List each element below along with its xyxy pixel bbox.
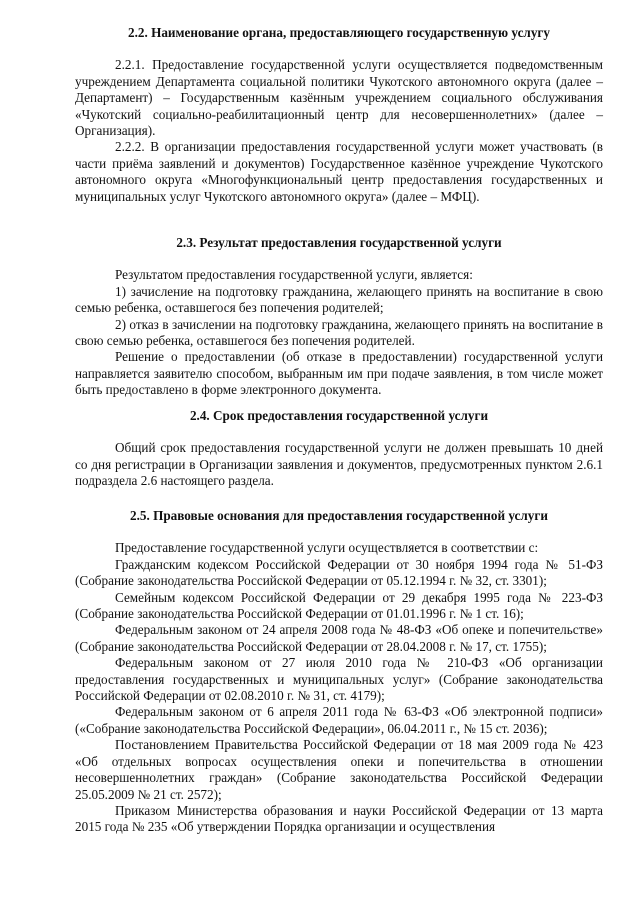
paragraph: Федеральным законом от 24 апреля 2008 года № 48-ФЗ «Об опеке и попечительстве» (Собрание законодательства Российской Федерации от 28.04.2008 г. № 17, ст. 1755); <box>75 622 603 654</box>
section-2-3 <box>75 235 603 399</box>
paragraph: Приказом Министерства образования и науки Российской Федерации от 13 марта 2015 года № 235 «Об утверждении Порядка организации и осуществления <box>75 802 603 835</box>
paragraph: 2.2.1. Предоставление государственной услуги осуществляется подведомственным учреждением Департамента социальной политики Чукотского автономного округа (далее – Департамент) – Государственным казённым учреждением социального обслуживания «Чукотский социально-реабилитационный центр для несовершеннолетних» (далее – Организация). <box>75 57 603 139</box>
section-2-2 <box>75 25 603 205</box>
paragraph: Общий срок предоставления государственной услуги не должен превышать 10 дней со дня регистрации в Организации заявления и документов, предусмотренных пунктом 2.6.1 подраздела 2.6 настоящего раздела. <box>75 440 603 489</box>
paragraph: 1) зачисление на подготовку гражданина, желающего принять на воспитание в свою семью ребенка, оставшегося без попечения родителей; <box>75 283 603 316</box>
paragraph: Постановлением Правительства Российской Федерации от 18 мая 2009 года № 423 «Об отдельных вопросах осуществления опеки и попечительства в отношении несовершеннолетних граждан» (Собрание законодательства Российской Федерации 25.05.2009 № 21 ст. 2572); <box>75 737 603 802</box>
section-heading: 2.3. Результат предоставления государственной услуги <box>176 235 502 250</box>
paragraph: Федеральным законом от 27 июля 2010 года № 210-ФЗ «Об организации предоставления государственных и муниципальных услуг» (Собрание законодательства Российской Федерации от 02.08.2010 г. № 31, ст. 4179); <box>75 655 603 704</box>
paragraph: Семейным кодексом Российской Федерации от 29 декабря 1995 года № 223-ФЗ (Собрание законодательства Российской Федерации от 01.01.1996 г. № 1 ст. 16); <box>75 589 603 622</box>
paragraph: Предоставление государственной услуги осуществляется в соответствии с: <box>115 540 539 556</box>
paragraph: Решение о предоставлении (об отказе в предоставлении) государственной услуги направляется заявителю способом, выбранным им при подаче заявления, в том числе может быть предоставлено в форме электронного документа. <box>75 349 603 398</box>
paragraph: Гражданским кодексом Российской Федерации от 30 ноября 1994 года № 51-ФЗ (Собрание законодательства Российской Федерации от 05.12.1994 г. № 32, ст. 3301); <box>75 556 603 589</box>
section-heading: 2.2. Наименование органа, предоставляющего государственную услугу <box>127 25 551 40</box>
section-2-5 <box>75 508 603 836</box>
paragraph: Результатом предоставления государственной услуги, является: <box>115 267 473 283</box>
section-heading: 2.4. Срок предоставления государственной услуги <box>189 408 489 423</box>
paragraph: Федеральным законом от 6 апреля 2011 года № 63-ФЗ «Об электронной подписи» («Собрание законодательства Российской Федерации», 06.04.2011 г., № 15 ст. 2036); <box>75 704 603 736</box>
paragraph: 2) отказ в зачислении на подготовку гражданина, желающего принять на воспитание в свою семью ребенка, оставшегося без попечения родителей. <box>75 316 603 349</box>
paragraph: 2.2.2. В организации предоставления государственной услуги может участвовать (в части приёма заявлений и документов) Государственное казённое учреждение Чукотского автономного округа «Многофункциональный центр предоставления государственных и муниципальных услуг Чукотского автономного округа» (далее – МФЦ). <box>75 139 603 204</box>
section-2-4 <box>75 408 603 490</box>
section-heading: 2.5. Правовые основания для предоставления государственной услуги <box>130 508 548 523</box>
